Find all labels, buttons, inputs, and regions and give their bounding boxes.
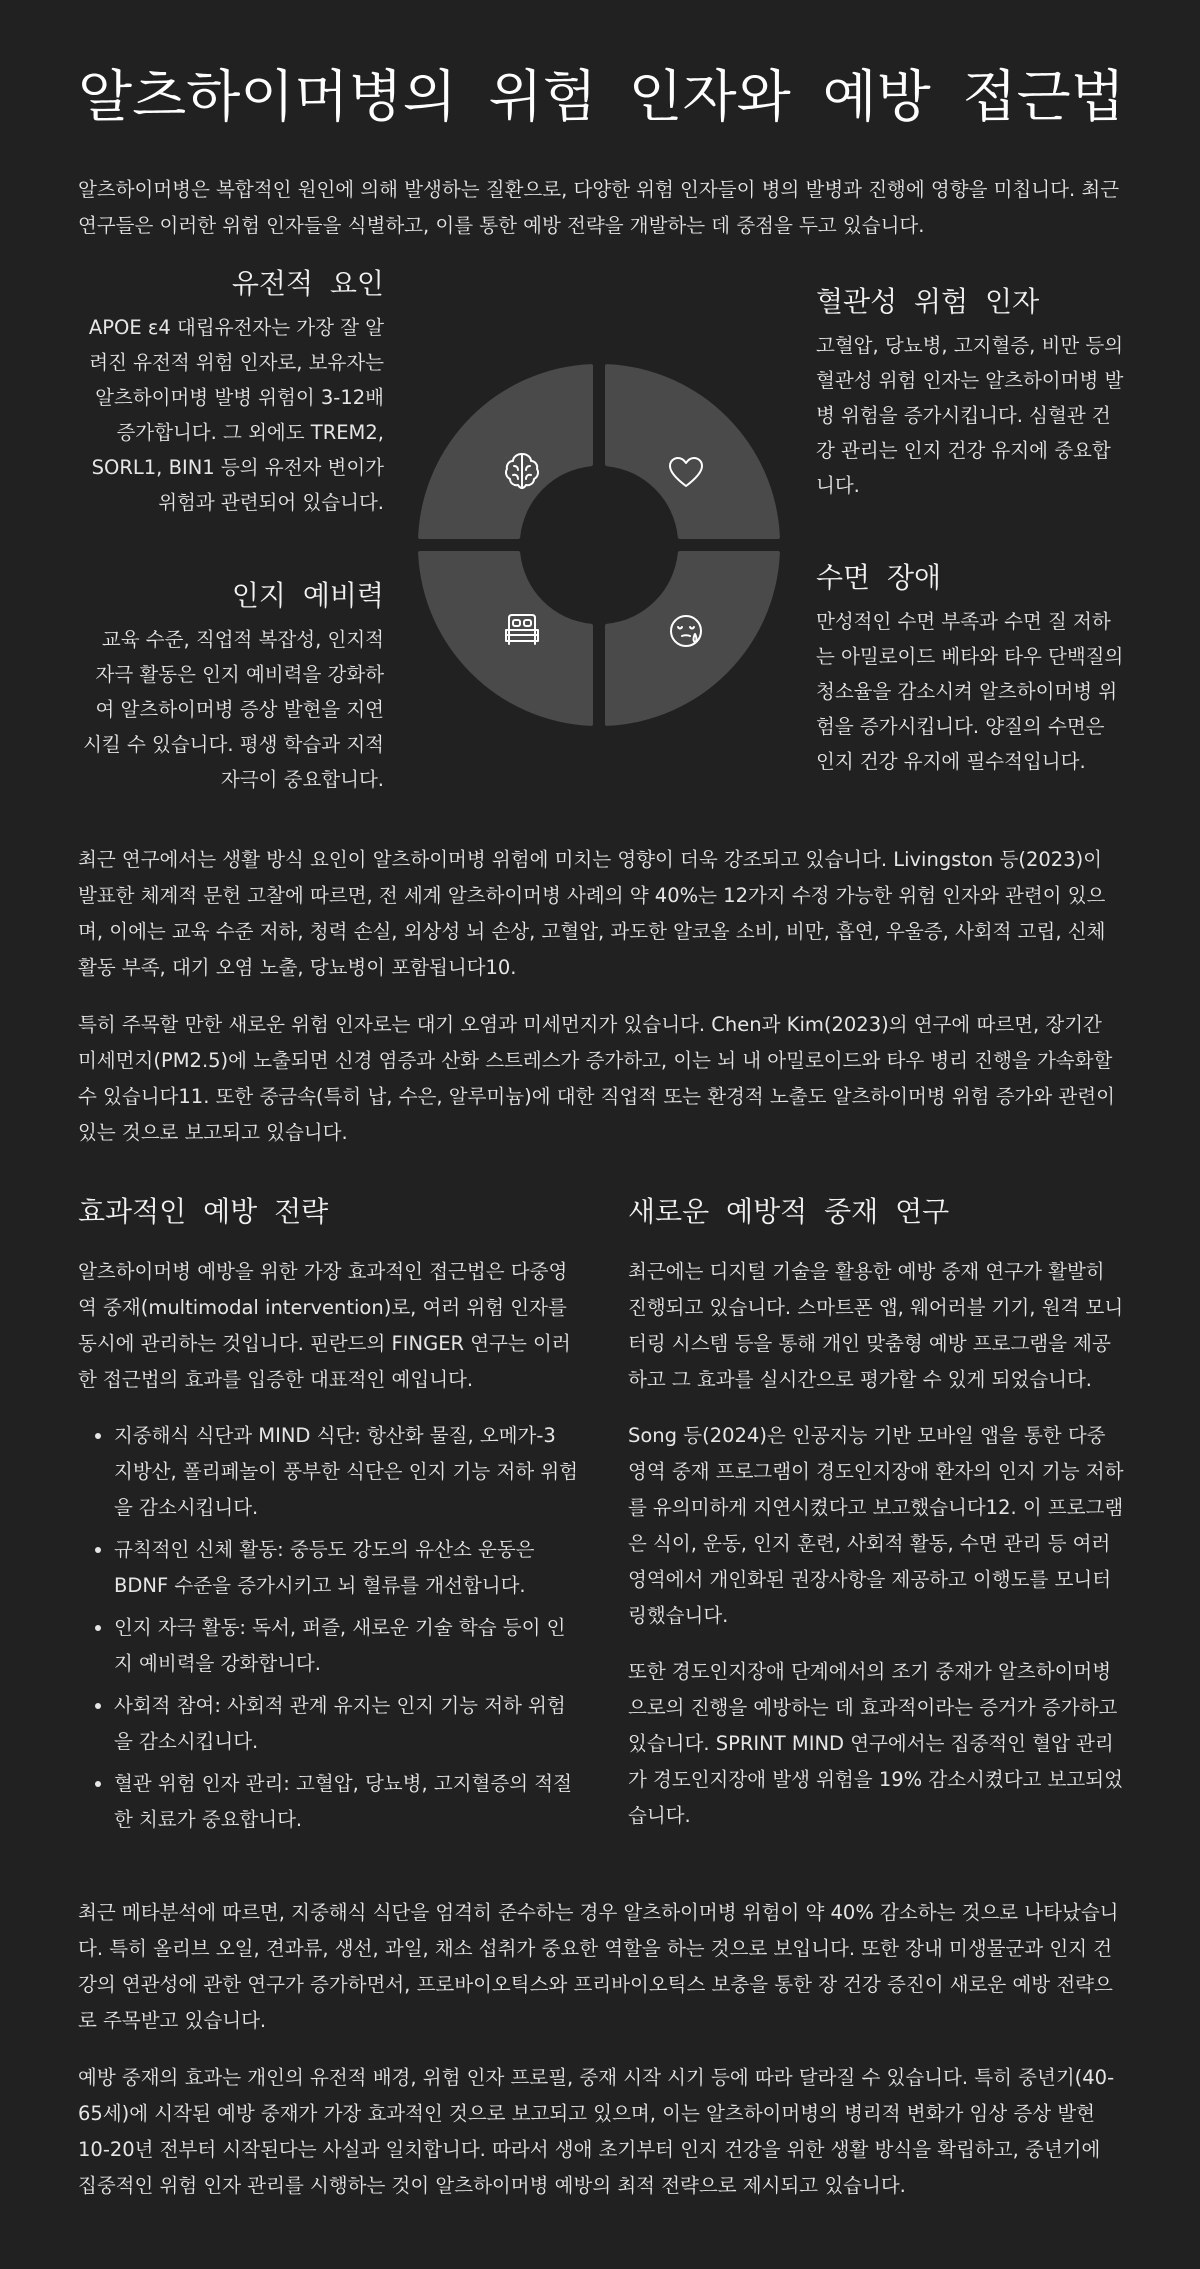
list-item: • 혈관 위험 인자 관리: 고혈압, 당뇨병, 고지혈증의 적절한 치료가 중요합니다. [114,1766,578,1838]
cognitive-reserve-title: 인지 예비력 [231,579,384,612]
genetic-factor-title: 유전적 요인 [231,267,384,300]
segment-bottom-right [605,551,780,726]
prevention-strategy-title: 효과적인 예방 전략 [78,1195,329,1228]
intro-paragraph: 알츠하이머병은 복합적인 원인에 의해 발생하는 질환으로, 다양한 위험 인자들이 병의 발병과 진행에 영향을 미칩니다. 최근 연구들은 이러한 위험 인자들을 식별하고, 이를 통한 예방 전략을 개발하는 데 중점을 두고 있습니다. [78,178,1120,237]
new-intervention-research-section [628,1192,1124,1834]
research-paragraph-song: Song 등(2024)은 인공지능 기반 모바일 앱을 통한 다중영역 중재 프로그램이 경도인지장애 환자의 인지 기능 저하를 유의미하게 지연시켰다고 보고했습니다12. 이 프로그램은 식이, 운동, 인지 훈련, 사회적 활동, 수면 관리 등 여러 영역에서 개인화된 권장사항을 제공하고 이행도를 모니터링했습니다. [628,1424,1124,1627]
prevention-strategy-section [78,1192,578,1844]
vascular-factor-card [816,282,1126,503]
timing-paragraph: 예방 중재의 효과는 개인의 유전적 배경, 위험 인자 프로필, 중재 시작 시기 등에 따라 달라질 수 있습니다. 특히 중년기(40-65세)에 시작된 예방 중재가 가장 효과적인 것으로 보고되고 있으며, 이는 알츠하이머병의 병리적 변화가 임상 증상 발현 10-20년 전부터 시작된다는 사실과 일치합니다. 따라서 생애 초기부터 인지 건강을 위한 생활 방식을 확립하고, 중년기에 집중적인 위험 인자 관리를 시행하는 것이 알츠하이머병 예방의 최적 전략으로 제시되고 있습니다. [78,2066,1115,2197]
cognitive-reserve-card [78,576,384,797]
prevention-strategy-lead: 알츠하이머병 예방을 위한 가장 효과적인 접근법은 다중영역 중재(multimodal intervention)로, 여러 위험 인자를 동시에 관리하는 것입니다. 핀란드의 FINGER 연구는 이러한 접근법의 효과를 입증한 대표적인 예입니다. [78,1260,571,1391]
lifestyle-paragraph: 최근 연구에서는 생활 방식 요인이 알츠하이머병 위험에 미치는 영향이 더욱 강조되고 있습니다. Livingston 등(2023)이 발표한 체계적 문헌 고찰에 따르면, 전 세계 알츠하이머병 사례의 약 40%는 12가지 수정 가능한 위험 인자와 관련이 있으며, 이에는 교육 수준 저하, 청력 손실, 외상성 뇌 손상, 고혈압, 과도한 알코올 소비, 비만, 흡연, 우울증, 사회적 고립, 신체 활동 부족, 대기 오염 노출, 당뇨병이 포함됩니다10. [78,848,1106,979]
air-pollution-paragraph: 특히 주목할 만한 새로운 위험 인자로는 대기 오염과 미세먼지가 있습니다. Chen과 Kim(2023)의 연구에 따르면, 장기간 미세먼지(PM2.5)에 노출되면 신경 염증과 산화 스트레스가 증가하고, 이는 뇌 내 아밀로이드와 타우 병리 진행을 가속화할 수 있습니다11. 또한 중금속(특히 납, 수은, 알루미늄)에 대한 직업적 또는 환경적 노출도 알츠하이머병 위험 증가와 관련이 있는 것으로 보고되고 있습니다. [78,1013,1115,1144]
prevention-strategy-list [78,1418,578,1838]
list-item: • 지중해식 식단과 MIND 식단: 항산화 물질, 오메가-3 지방산, 폴리페놀이 풍부한 식단은 인지 기능 저하 위험을 감소시킵니다. [114,1418,578,1526]
list-item: • 규칙적인 신체 활동: 중등도 강도의 유산소 운동은 BDNF 수준을 증가시키고 뇌 혈류를 개선합니다. [114,1532,578,1604]
new-intervention-research-title: 새로운 예방적 중재 연구 [628,1195,950,1228]
risk-factor-ring-diagram [414,360,784,730]
vascular-factor-text: 고혈압, 당뇨병, 고지혈증, 비만 등의 혈관성 위험 인자는 알츠하이머병 발병 위험을 증가시킵니다. 심혈관 건강 관리는 인지 건강 유지에 중요합니다. [816,334,1124,497]
sleep-disorder-title: 수면 장애 [816,561,942,594]
ring-diagram-svg [414,360,784,730]
list-item: • 인지 자극 활동: 독서, 퍼즐, 새로운 기술 학습 등이 인지 예비력을 강화합니다. [114,1610,578,1682]
segment-top-right [605,364,780,539]
vascular-factor-title: 혈관성 위험 인자 [816,285,1040,318]
segment-top-left [418,364,593,539]
genetic-factor-card [78,264,384,520]
sleep-disorder-text: 만성적인 수면 부족과 수면 질 저하는 아밀로이드 베타와 타우 단백질의 청소율을 감소시켜 알츠하이머병 위험을 증가시킵니다. 양질의 수면은 인지 건강 유지에 필수적입니다. [816,610,1124,773]
research-paragraph-sprint: 또한 경도인지장애 단계에서의 조기 중재가 알츠하이머병으로의 진행을 예방하는 데 효과적이라는 증거가 증가하고 있습니다. SPRINT MIND 연구에서는 집중적인 혈압 관리가 경도인지장애 발생 위험을 19% 감소시켰다고 보고되었습니다. [628,1660,1123,1827]
list-item: • 사회적 참여: 사회적 관계 유지는 인지 기능 저하 위험을 감소시킵니다. [114,1688,578,1760]
ring-segments [418,364,780,726]
page-title: 알츠하이머병의 위험 인자와 예방 접근법 [78,65,1125,130]
research-paragraph-digital: 최근에는 디지털 기술을 활용한 예방 중재 연구가 활발히 진행되고 있습니다. 스마트폰 앱, 웨어러블 기기, 원격 모니터링 시스템 등을 통해 개인 맞춤형 예방 프로그램을 제공하고 그 효과를 실시간으로 평가할 수 있게 되었습니다. [628,1260,1124,1391]
sleep-disorder-card [816,558,1126,779]
meta-analysis-paragraph: 최근 메타분석에 따르면, 지중해식 식단을 엄격히 준수하는 경우 알츠하이머병 위험이 약 40% 감소하는 것으로 나타났습니다. 특히 올리브 오일, 견과류, 생선, 과일, 채소 섭취가 중요한 역할을 하는 것으로 보입니다. 또한 장내 미생물군과 인지 건강의 연관성에 관한 연구가 증가하면서, 프로바이오틱스와 프리바이오틱스 보충을 통한 장 건강 증진이 새로운 예방 전략으로 주목받고 있습니다. [78,1901,1119,2032]
genetic-factor-text: APOE ε4 대립유전자는 가장 잘 알려진 유전적 위험 인자로, 보유자는 알츠하이머병 발병 위험이 3-12배 증가합니다. 그 외에도 TREM2, SORL1, BIN1 등의 유전자 변이가 위험과 관련되어 있습니다. [88,316,384,514]
cognitive-reserve-text: 교육 수준, 직업적 복잡성, 인지적 자극 활동은 인지 예비력을 강화하여 알츠하이머병 증상 발현을 지연시킬 수 있습니다. 평생 학습과 지적 자극이 중요합니다. [83,628,384,791]
